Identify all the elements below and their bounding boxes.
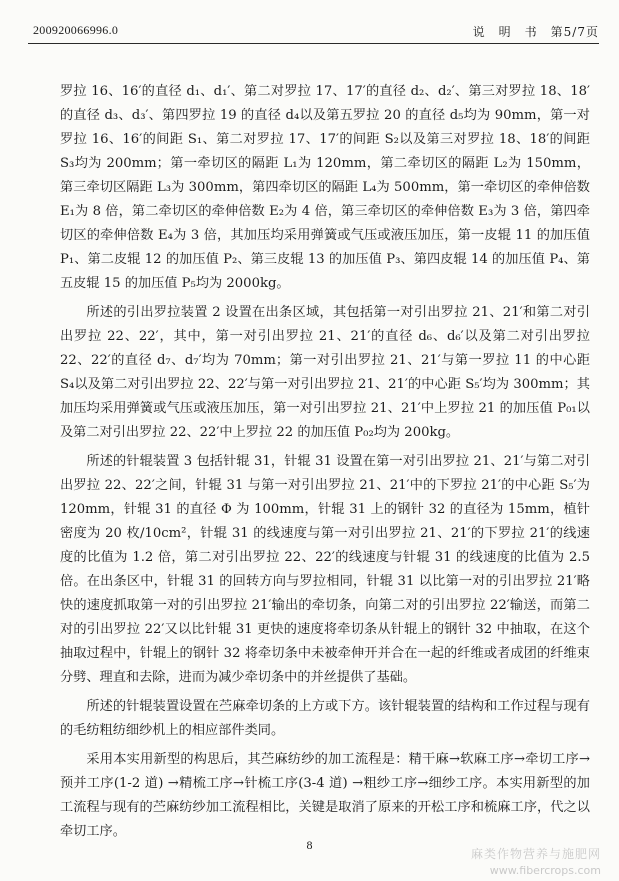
document-body (60, 80, 590, 844)
paragraph-delivery-rollers: 所述的引出罗拉装置 2 设置在出条区域，其包括第一对引出罗拉 21、21′和第二对引出罗拉 22、22′，其中，第一对引出罗拉 21、21′的直径 d₆、d₆′以及第二对引出罗拉 22、22′的直径 d₇、d₇′均为 70mm；第一对引出罗拉 21、21′与第一罗拉 11 的中心距 S₄以及第二对引出罗拉 22、22′与第一对引出罗拉 21、21′的中心距 S₅′均为 300mm；其加压均采用弹簧或气压或液压加压，第一对引出罗拉 21、21′中上罗拉 21 的加压值 P₀₁以及第二对引出罗拉 22、22′中上罗拉 22 的加压值 P₀₂均为 200kg。 (60, 305, 590, 440)
site-watermark (471, 845, 601, 877)
page-header (0, 0, 619, 58)
paragraph-process-flow: 采用本实用新型的构思后，其苎麻纺纱的加工流程是：精干麻→软麻工序→牵切工序→预并工序(1-2 道) →精梳工序→针梳工序(3-4 道) →粗纱工序→细纱工序。本实用新型的加工流程与现有的苎麻纺纱加工流程相比，关键是取消了原来的开松工序和梳麻工序，代之以牵切工序。 (60, 752, 590, 839)
header-divider (28, 43, 599, 44)
page-number: 8 (306, 838, 313, 852)
watermark-url: www.fibercrops.com (489, 864, 601, 877)
header-section-label: 说 明 书 第5/7页 (472, 25, 599, 39)
paragraph-needle-position: 所述的针辊装置设置在苎麻牵切条的上方或下方。该针辊装置的结构和工作过程与现有的毛纺粗纺细纱机上的相应部件类同。 (60, 699, 590, 738)
paragraph-needle-roller: 所述的针辊装置 3 包括针辊 31，针辊 31 设置在第一对引出罗拉 21、21′与第二对引出罗拉 22、22′之间，针辊 31 与第一对引出罗拉 21、21′中的下罗拉 21′的中心距 S₅′为 120mm，针辊 31 的直径 Φ 为 100mm，针辊 31 上的钢针 32 的直径为 15mm，植针密度为 20 枚/10cm²，针辊 31 的线速度与第一对引出罗拉 21、21′的下罗拉 21′的线速度的比值为 1.2 倍，第二对引出罗拉 22、22′的线速度与针辊 31 的线速度的比值为 2.5 倍。在出条区中，针辊 31 的回转方向与罗拉相同，针辊 31 以比第一对的引出罗拉 21′略快的速度抓取第一对的引出罗拉 21′输出的牵切条，向第二对的引出罗拉 22′输送，而第二对的引出罗拉 22′又以比针辊 31 更快的速度将牵切条从针辊上的钢针 32 中抽取，在这个抽取过程中，针辊上的钢针 32 将牵切条中未被牵伸开并合在一起的纤维或者成团的纤维束分劈、理直和去除，进而为减少牵切条中的并丝提供了基础。 (60, 454, 590, 685)
watermark-title: 麻类作物营养与施肥网 (470, 847, 601, 861)
paragraph-roller-specs: 罗拉 16、16′的直径 d₁、d₁′、第二对罗拉 17、17′的直径 d₂、d₂′、第三对罗拉 18、18′的直径 d₃、d₃′、第四罗拉 19 的直径 d₄以及第五罗拉 20 的直径 d₅均为 90mm，第一对罗拉 16、16′的间距 S₁、第二对罗拉 17、17′的间距 S₂以及第三对罗拉 18、18′的间距 S₃均为 200mm；第一牵切区的隔距 L₁为 120mm，第二牵切区的隔距 L₂为 150mm，第三牵切区隔距 L₃为 300mm，第四牵切区的隔距 L₄为 500mm，第一牵切区的牵伸倍数 E₁为 8 倍，第二牵切区的牵伸倍数 E₂为 4 倍，第三牵切区的牵伸倍数 E₃为 3 倍，第四牵切区的牵伸倍数 E₄为 3 倍，其加压均采用弹簧或气压或液压加压，第一皮辊 11 的加压值 P₁、第二皮辊 12 的加压值 P₂、第三皮辊 13 的加压值 P₃、第四皮辊 14 的加压值 P₄、第五皮辊 15 的加压值 P₅均为 2000kg。 (60, 84, 590, 291)
document-number: 200920066996.0 (33, 23, 119, 37)
